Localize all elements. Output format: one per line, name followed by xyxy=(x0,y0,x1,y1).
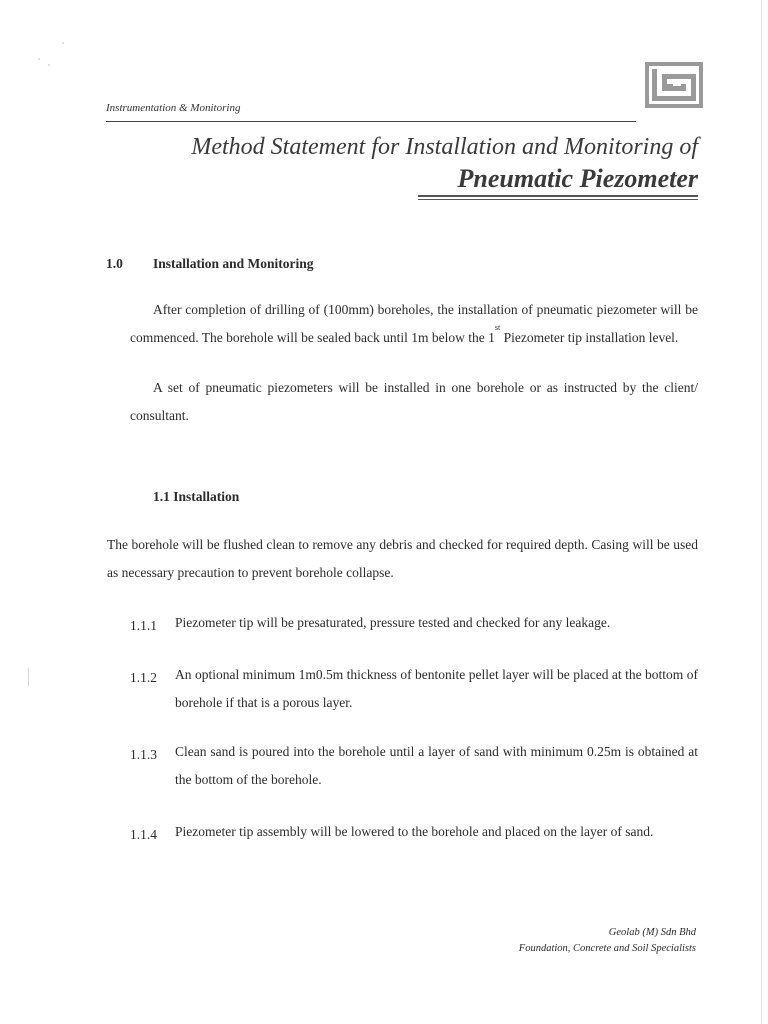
document-subtitle: Pneumatic Piezometer xyxy=(457,164,698,193)
header-label: Instrumentation & Monitoring xyxy=(106,102,241,114)
item-number: 1.1.4 xyxy=(130,827,157,842)
section-title: Installation and Monitoring xyxy=(153,256,314,271)
scan-speck xyxy=(28,668,29,686)
footer-company: Geolab (M) Sdn Bhd xyxy=(608,927,696,938)
subtitle-underline xyxy=(418,195,698,197)
section-number: 1.0 xyxy=(106,256,123,271)
list-item: An optional minimum 1m0.5m thickness of bentonite pellet layer will be placed at the bottom of borehole if that is a porous layer. xyxy=(175,667,698,710)
list-item: Piezometer tip will be presaturated, pressure tested and checked for any leakage. xyxy=(175,615,611,630)
subsection-intro: The borehole will be flushed clean to remove any debris and checked for required depth. Casing will be used as necessary precaution to prevent borehole collapse. xyxy=(107,537,698,580)
scan-speck xyxy=(62,42,64,44)
item-number: 1.1.2 xyxy=(130,670,157,685)
scan-speck xyxy=(38,58,40,60)
company-logo-icon xyxy=(645,62,703,108)
subtitle-underline xyxy=(418,199,698,200)
scan-speck xyxy=(48,64,50,66)
item-number: 1.1.1 xyxy=(130,618,157,633)
item-number: 1.1.3 xyxy=(130,747,157,762)
section-paragraph: A set of pneumatic piezometers will be installed in one borehole or as instructed by the client/ consultant. xyxy=(130,380,698,423)
page-edge xyxy=(761,0,762,1024)
document-title: Method Statement for Installation and Monitoring of xyxy=(191,134,698,160)
list-item: Clean sand is poured into the borehole until a layer of sand with minimum 0.25m is obtained at the bottom of the borehole. xyxy=(175,744,698,787)
subsection-title: 1.1 Installation xyxy=(153,489,240,504)
list-item: Piezometer tip assembly will be lowered to the borehole and placed on the layer of sand. xyxy=(175,824,654,839)
section-paragraph: After completion of drilling of (100mm) boreholes, the installation of pneumatic piezometer will be commenced. The borehole will be sealed back until 1m below the 1st Piezometer tip installation level. xyxy=(130,302,698,345)
header-divider xyxy=(106,121,636,122)
footer-tagline: Foundation, Concrete and Soil Specialists xyxy=(518,943,696,954)
